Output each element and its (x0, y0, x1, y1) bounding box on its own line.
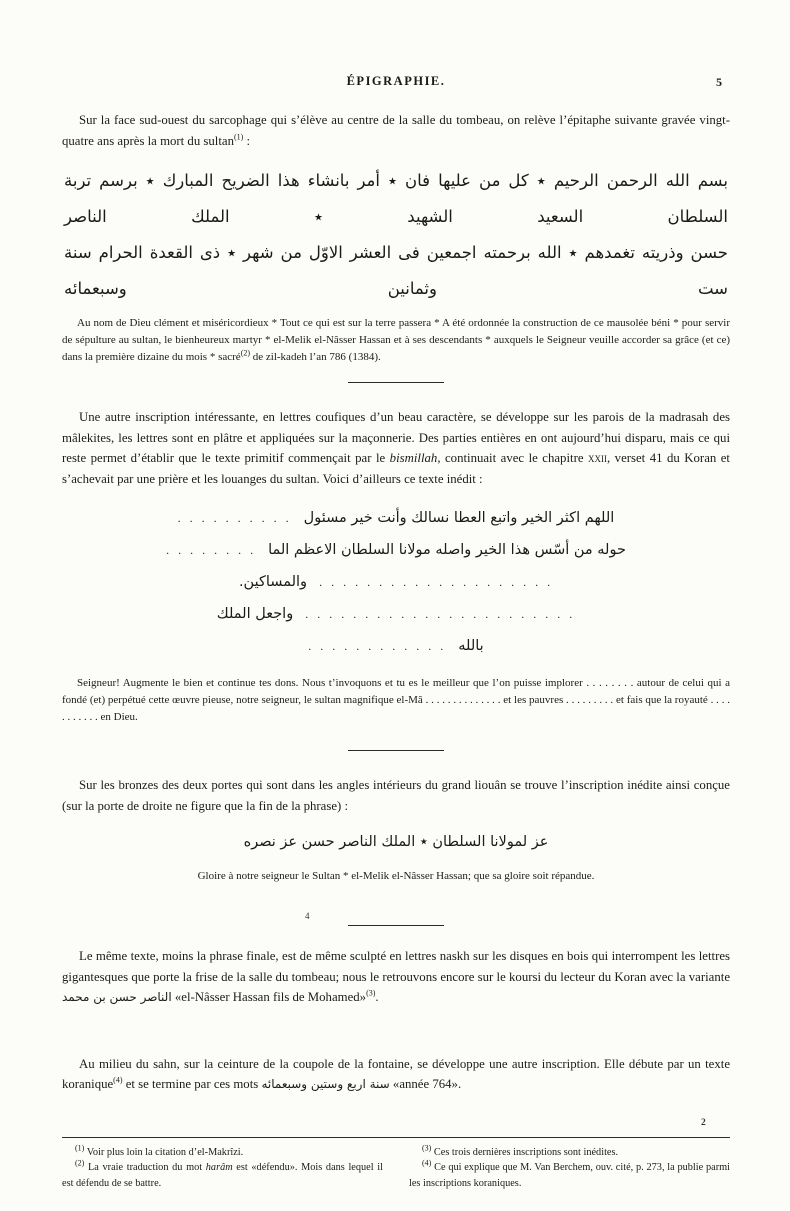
paragraph-text: : (243, 133, 251, 148)
kufic-line-4 (62, 599, 730, 629)
lacuna-dots: . . . . . . . . . . (177, 511, 292, 525)
paragraph-naskh (62, 946, 730, 1008)
kufic-line-3 (62, 567, 730, 597)
translation-text: de zil-kadeh l’an 786 (1384). (250, 351, 381, 363)
chapter-number: xxii (588, 451, 607, 465)
kufic-arabic-text: والمساكين. (238, 574, 308, 590)
footnote-3 (409, 1145, 730, 1161)
page-number: 5 (716, 75, 722, 89)
kufic-line-1 (62, 503, 730, 533)
lacuna-dots: . . . . . . . . . . . . . . . . . . . . . . . (305, 607, 576, 621)
footnote-ref-4: (4) (113, 1075, 123, 1085)
footnote-number-4: (4) (422, 1158, 432, 1168)
kufic-translation: Seigneur! Augmente le bien et continue tes dons. Nous t’invoquons et tu es le meilleur que l’on puisse implorer . . . . . . . . autour de celui qui a fondé (et) perpétué cette œuvre pieuse, notre seigneur, le sultan magnifique el-Mâ . . . . . . . . . . . . . . et les pauvres . . . . . . . . . et fais que la royauté . . . . . . . . . . . en Dieu. (62, 677, 730, 723)
footnote-1 (62, 1145, 383, 1161)
footnote-text: est «défendu». Mois dans lequel il est défendu de se battre. (62, 1162, 383, 1189)
kufic-inscription-block (62, 503, 730, 661)
paragraph-text: Une autre inscription intéressante, en lettres coufiques d’un beau caractère, se développe sur les parois de la madrasah des mâlekites, les lettres sont en plâtre et appliquées sur la maçonnerie. Des parties entières en ont aujourd’hui disparu, mais ce qui reste permet d’établir que le texte primitif commençait par le (62, 410, 730, 465)
footnote-number-1: (1) (75, 1143, 85, 1153)
lacuna-dots: . . . . . . . . . . . . . . . . . . . . (319, 575, 554, 589)
running-title: ÉPIGRAPHIE. (346, 74, 446, 88)
inline-arabic-variant: الناصر حسن بن محمد (62, 990, 172, 1004)
section-divider (348, 925, 444, 926)
kufic-arabic-text: اللهم اكثر الخير واتبع العطا نسالك وأنت خير مسئول (303, 510, 615, 526)
footnote-4 (409, 1160, 730, 1191)
kufic-line-5 (62, 631, 730, 661)
page-header (62, 74, 730, 90)
paragraph-sarcophagus (62, 110, 730, 151)
footnote-number-3: (3) (422, 1143, 432, 1153)
paragraph-text: «année 764». (389, 1077, 462, 1091)
footnote-text: La vraie traduction du mot (87, 1162, 206, 1173)
kufic-arabic-text: حوله من أسّس هذا الخير واصله مولانا السلطان الاعظم الما (268, 542, 626, 558)
footnote-ref-2: (2) (240, 348, 251, 358)
door-inscription-translation: Gloire à notre seigneur le Sultan * el-Melik el-Nâsser Hassan; que sa gloire soit répandue. (197, 870, 595, 882)
kufic-line-2 (62, 535, 730, 565)
footnote-column-right (409, 1145, 730, 1192)
footnote-number-2: (2) (75, 1158, 85, 1168)
section-divider (348, 382, 444, 383)
section-divider (348, 750, 444, 751)
paragraph-text: et se termine par ces mots (122, 1077, 262, 1091)
paragraph-madrasah (62, 407, 730, 489)
translation-text: Au nom de Dieu clément et miséricordieux * Tout ce qui est sur la terre passera * A été ordonnée la construction de ce mausolée béni * pour servir de sépulture au sultan, le bienheureux martyr * el-Melik el-Nâsser Hassan et à ses descendants * auxquels le Seigneur veuille accorder sa grâce (et ce) dans la première dizaine du mois * sacré (62, 317, 730, 363)
paragraph-doors: Sur les bronzes des deux portes qui sont dans les angles intérieurs du grand liouân se trouve l’inscription inédite ainsi conçue (sur la porte de droite ne figure que la fin de la phrase) : (62, 778, 730, 813)
epitaph-arabic-block (64, 163, 728, 307)
paragraph-text: , continuait avec le chapitre (437, 451, 588, 465)
footnote-2 (62, 1160, 383, 1191)
epitaph-translation (62, 315, 730, 366)
kufic-arabic-text: بالله (458, 638, 484, 654)
divider-wrap (62, 911, 730, 926)
footnote-text: Ce qui explique que M. Van Berchem, ouv. cité, p. 273, la publie parmi les inscriptions koraniques. (409, 1162, 731, 1189)
paragraph-text: «el-Nâsser Hassan fils de Mohamed» (171, 990, 367, 1004)
footnote-divider (62, 1137, 730, 1138)
door-inscription-arabic: عز لمولانا السلطان ٭ الملك الناصر حسن عز نصره (243, 834, 549, 850)
inline-arabic-date: سنة اربع وستين وسبعمائه (261, 1077, 390, 1091)
spacer (62, 1020, 730, 1054)
lacuna-dots: . . . . . . . . . . . . (308, 639, 447, 653)
footnote-column-left (62, 1145, 383, 1192)
lacuna-dots: . . . . . . . . (166, 543, 257, 557)
paragraph-text: Sur la face sud-ouest du sarcophage qui s’élève au centre de la salle du tombeau, on relève l’épitaphe suivante gravée vingt-quatre ans après la mort du sultan (62, 113, 730, 148)
kufic-arabic-text: واجعل الملك (216, 606, 294, 622)
epitaph-arabic-line-1: بسم الله الرحمن الرحيم ٭ كل من عليها فان ٭ أمر بانشاء هذا الضريح المبارك ٭ برسم تربة السلطان السعيد الشهيد ٭ الملك الناصر (64, 171, 728, 226)
footnote-ref-1: (1) (234, 132, 244, 142)
term-bismillah: bismillah (389, 451, 438, 465)
footnote-text: Ces trois dernières inscriptions sont inédites. (433, 1146, 619, 1158)
paragraph-text: . (375, 990, 379, 1004)
paragraph-sahn (62, 1054, 730, 1095)
term-haram: harâm (205, 1162, 233, 1173)
footnote-ref-3: (3) (366, 988, 376, 998)
paragraph-text: Au milieu du sahn, sur la ceinture de la coupole de la fontaine, se développe une autre inscription. Elle débute par un texte koranique (62, 1056, 730, 1091)
print-artifact-mark: 4 (305, 911, 310, 921)
epitaph-arabic-line-2: حسن وذريته تغمدهم ٭ الله برحمته اجمعين فى العشر الاوّل من شهر ٭ ذى القعدة الحرام سنة ست وثمانين وسبعمائه (64, 243, 728, 298)
signature-mark: 2 (701, 1118, 706, 1128)
footnote-text: Voir plus loin la citation d’el-Makrîzi. (86, 1146, 244, 1158)
spacer (62, 1107, 730, 1127)
footnotes (62, 1145, 730, 1192)
paragraph-text: Le même texte, moins la phrase finale, est de même sculpté en lettres naskh sur les disques en bois qui interrompent les lettres gigantesques que porte la frise de la salle du tombeau; nous le retrouvons encore sur le koursi du lecteur du Koran avec la variante (62, 949, 730, 984)
paragraph-text: , verset 41 du Koran et s’achevait par une prière et les louanges du sultan. Voici d’ailleurs ce texte inédit : (62, 451, 730, 486)
